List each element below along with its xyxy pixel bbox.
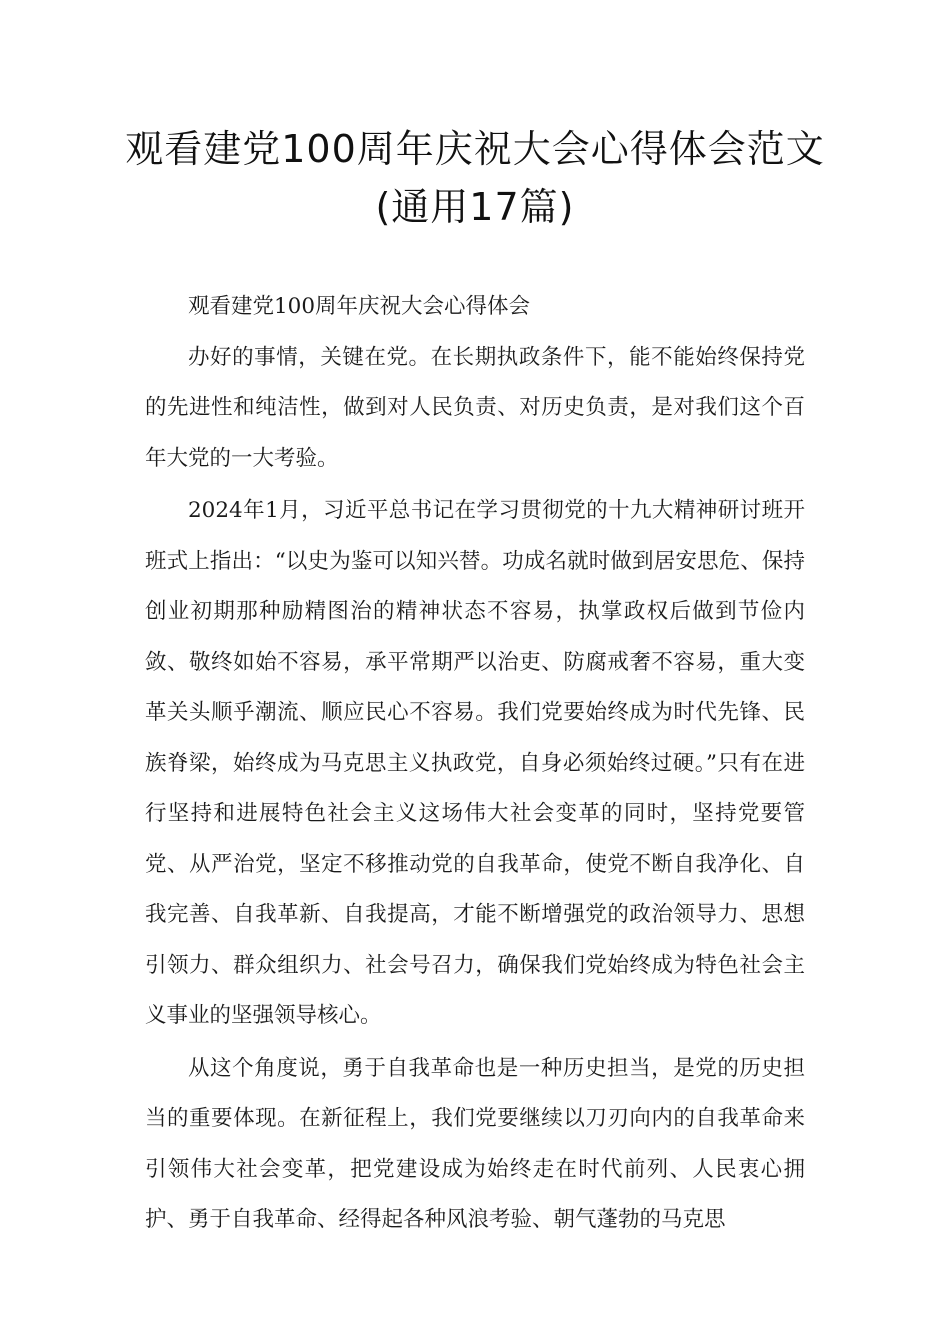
- paragraph-1: 办好的事情，关键在党。在长期执政条件下，能不能始终保持党的先进性和纯洁性，做到对人民负责、对历史负责，是对我们这个百年大党的一大考验。: [145, 344, 805, 471]
- paragraph-subtitle: 观看建党100周年庆祝大会心得体会: [188, 294, 531, 319]
- paragraph-2: 2024年1月，习近平总书记在学习贯彻党的十九大精神研讨班开班式上指出：“以史为鉴可以知兴替。功成名就时做到居安思危、保持创业初期那种励精图治的精神状态不容易，执掌政权后做到节俭内敛、敬终如始不容易，承平常期严以治吏、防腐戒奢不容易，重大变革关头顺乎潮流、顺应民心不容易。我们党要始终成为时代先锋、民族脊梁，始终成为马克思主义执政党，自身必须始终过硬。”只有在进行坚持和进展特色社会主义这场伟大社会变革的同时，坚持党要管党、从严治党，坚定不移推动党的自我革命，使党不断自我净化、自我完善、自我革新、自我提高，才能不断增强党的政治领导力、思想引领力、群众组织力、社会号召力，确保我们党始终成为特色社会主义事业的坚强领导核心。: [145, 498, 805, 1028]
- document-title: 观看建党100周年庆祝大会心得体会范文(通用17篇): [125, 127, 825, 229]
- paragraph-3: 从这个角度说，勇于自我革命也是一种历史担当，是党的历史担当的重要体现。在新征程上，我们党要继续以刀刃向内的自我革命来引领伟大社会变革，把党建设成为始终走在时代前列、人民衷心拥护、勇于自我革命、经得起各种风浪考验、朝气蓬勃的马克思: [145, 1055, 805, 1232]
- document-body: [145, 282, 805, 1246]
